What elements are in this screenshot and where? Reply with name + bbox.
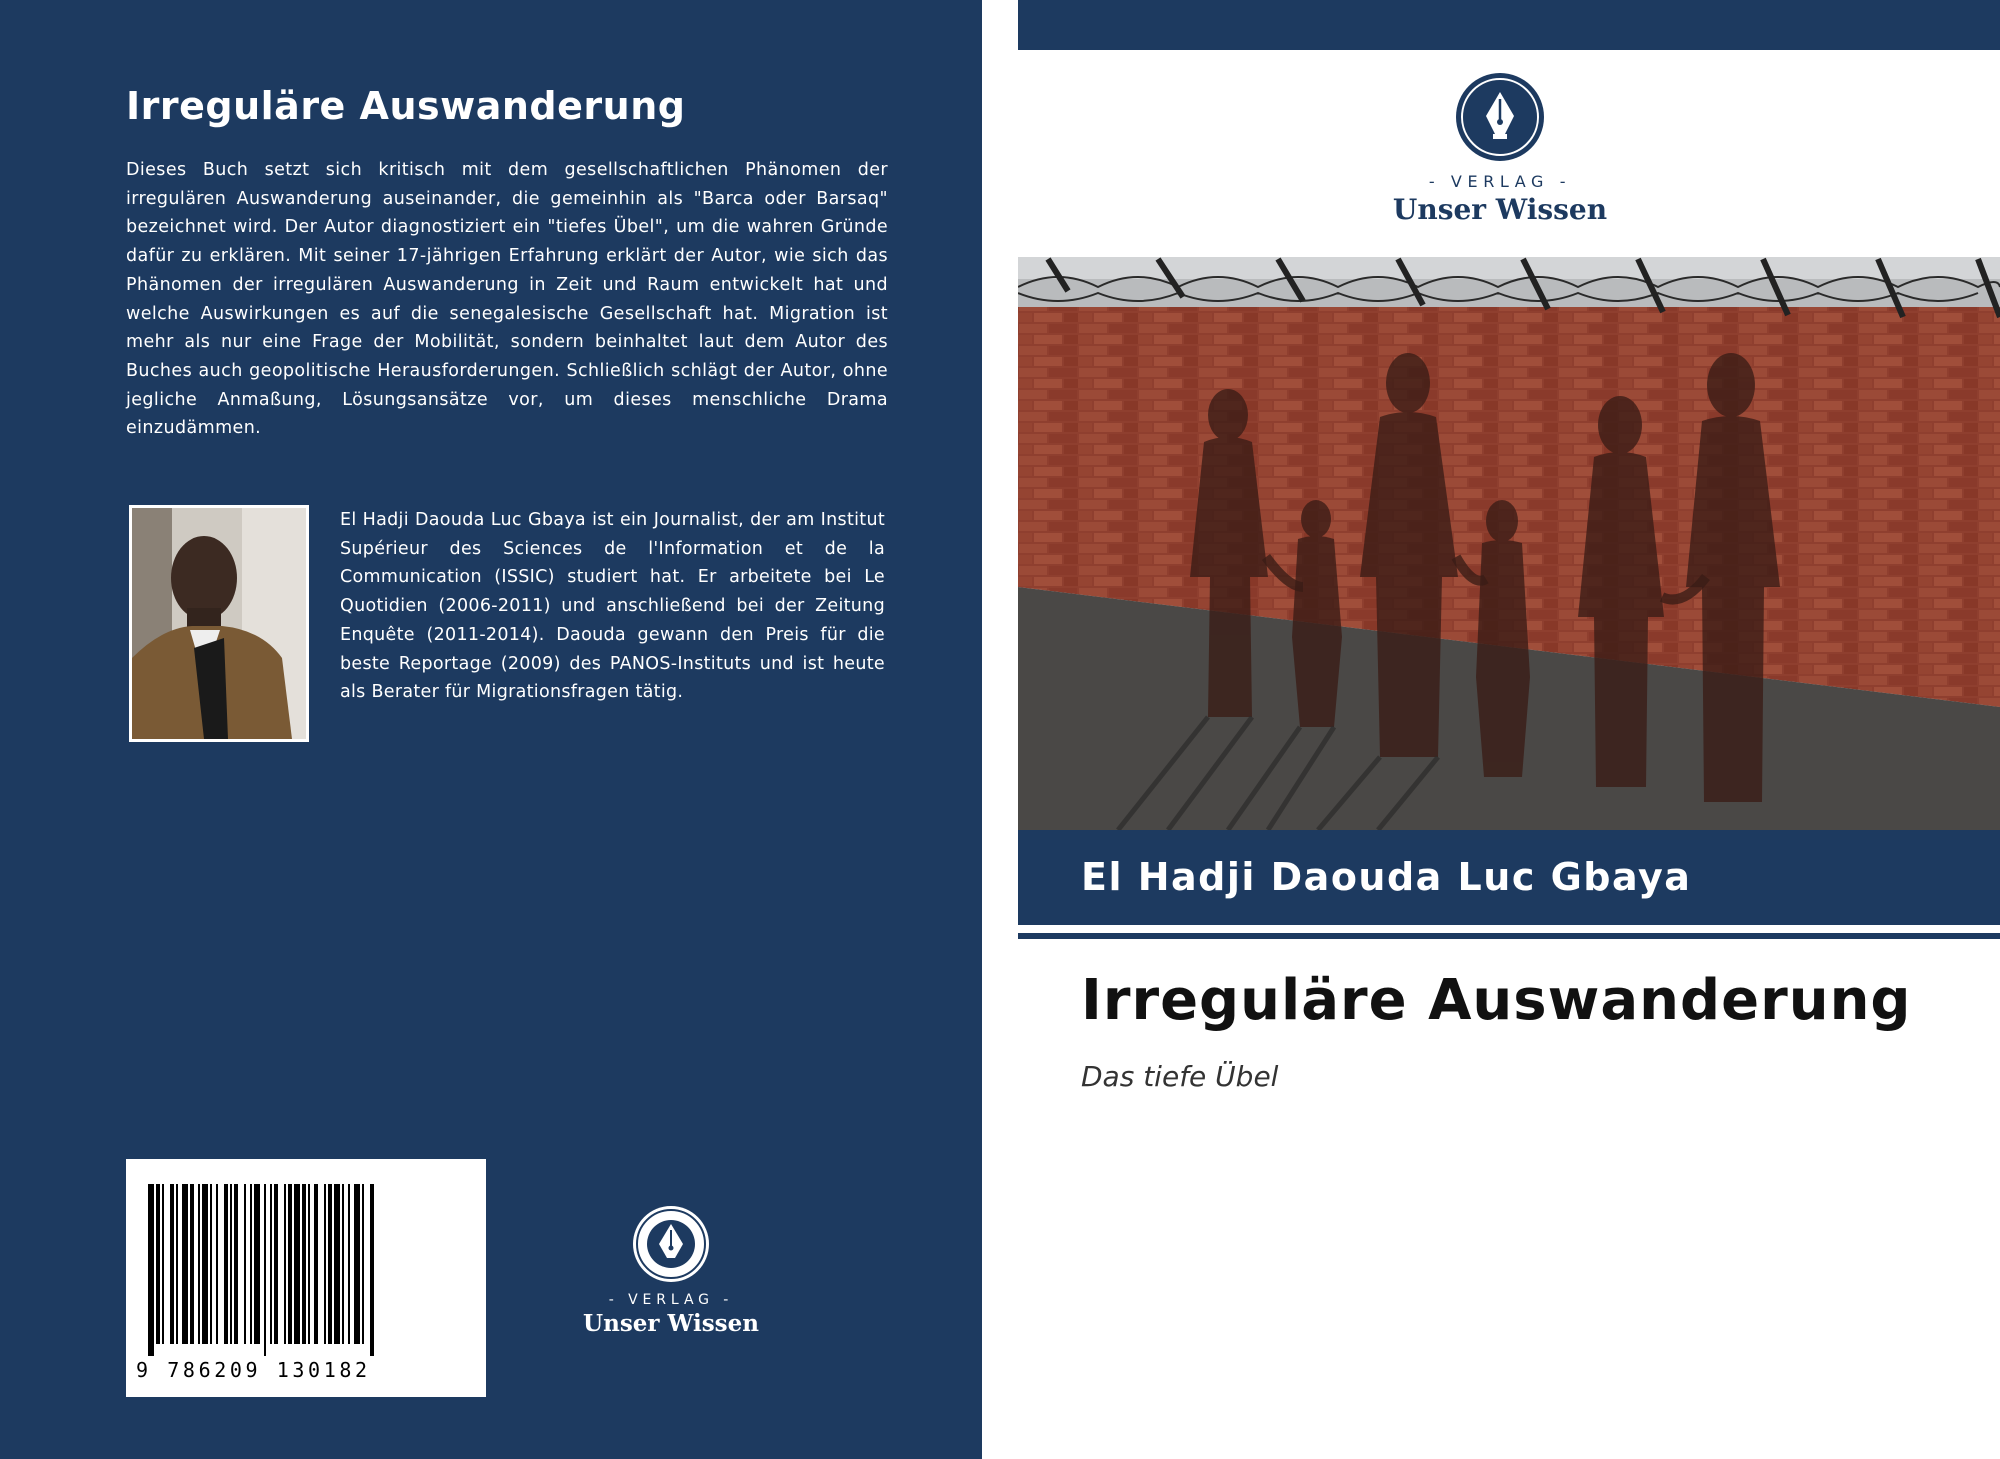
barcode-bar bbox=[308, 1184, 310, 1344]
front-publisher-logo bbox=[1370, 72, 1630, 226]
barcode-bar bbox=[202, 1184, 208, 1344]
barcode-bar bbox=[270, 1184, 272, 1344]
cover-illustration bbox=[1018, 257, 2000, 830]
barcode-bar bbox=[294, 1184, 300, 1344]
pen-nib-emblem-icon bbox=[631, 1204, 711, 1284]
barcode-bar bbox=[354, 1184, 360, 1344]
barcode-bar bbox=[254, 1184, 260, 1344]
barcode-bar bbox=[210, 1184, 212, 1344]
barcode-bar bbox=[324, 1184, 326, 1344]
spine bbox=[982, 0, 1018, 1459]
barcode-bar bbox=[362, 1184, 364, 1344]
back-publisher-logo bbox=[566, 1204, 776, 1337]
brick-wall-shadows-image bbox=[1018, 257, 2000, 830]
barcode-bars bbox=[148, 1184, 464, 1356]
barcode-bar bbox=[198, 1184, 200, 1344]
barcode-bar bbox=[162, 1184, 164, 1344]
back-cover-blurb: Dieses Buch setzt sich kritisch mit dem gesellschaftlichen Phänomen der irregulären Auswanderung auseinander, die gemeinhin als "Barca oder Barsaq" bezeichnet wird. Der Autor diagnostiziert ein "tiefes Übel", um die wahren Gründe dafür zu erklären. Mit seiner 17-jährigen Erfahrung erklärt der Autor, wie sich das Phänomen der irregulären Auswanderung in Zeit und Raum entwickelt hat und welche Auswirkungen es auf die senegalesische Gesellschaft hat. Migration ist mehr als nur eine Frage der Mobilität, sondern beinhaltet laut dem Autor des Buches auch geopolitische Herausforderungen. Schließlich schlägt der Autor, ohne jegliche Anmaßung, Lösungsansätze vor, um dieses menschliche Drama einzudämmen. bbox=[126, 160, 888, 439]
front-cover-title: Irreguläre Auswanderung bbox=[1081, 968, 1912, 1033]
isbn-digits: 9 786209 130182 bbox=[136, 1358, 371, 1382]
barcode-bar bbox=[190, 1184, 194, 1344]
barcode-bar bbox=[314, 1184, 318, 1344]
barcode-bar bbox=[274, 1184, 278, 1344]
barcode-bar bbox=[284, 1184, 286, 1344]
isbn-barcode bbox=[126, 1159, 486, 1397]
barcode-bar bbox=[328, 1184, 332, 1344]
barcode-bar bbox=[348, 1184, 350, 1344]
barcode-bar bbox=[342, 1184, 344, 1344]
back-cover-title: Irreguläre Auswanderung bbox=[126, 84, 686, 128]
author-photo bbox=[129, 505, 309, 742]
barcode-bar bbox=[216, 1184, 218, 1344]
author-portrait-image bbox=[132, 508, 306, 739]
barcode-bar bbox=[230, 1184, 232, 1344]
barcode-bar bbox=[148, 1184, 154, 1356]
front-cover-subtitle: Das tiefe Übel bbox=[1081, 1060, 1279, 1093]
barcode-bar bbox=[182, 1184, 188, 1344]
barcode-bar bbox=[224, 1184, 228, 1344]
barcode-bar bbox=[288, 1184, 292, 1344]
barcode-bar bbox=[302, 1184, 306, 1344]
front-cover-rule bbox=[1018, 933, 2000, 939]
front-cover-top-bar bbox=[1018, 0, 2000, 50]
back-publisher-verlag: - VERLAG - bbox=[608, 1292, 734, 1308]
back-cover bbox=[0, 0, 982, 1459]
barcode-bar bbox=[334, 1184, 340, 1344]
barcode-bar bbox=[234, 1184, 238, 1344]
barcode-bar bbox=[176, 1184, 178, 1344]
barcode-bar bbox=[156, 1184, 160, 1344]
barcode-bar bbox=[170, 1184, 174, 1344]
author-band bbox=[1018, 830, 2000, 925]
author-bio: El Hadji Daouda Luc Gbaya ist ein Journalist, der am Institut Supérieur des Sciences de l'Information et de la Communication (ISSIC) studiert hat. Er arbeitete bei Le Quotidien (2006-2011) und anschließend bei der Zeitung Enquête (2011-2014). Daouda gewann den Preis für die beste Reportage (2009) des PANOS-Instituts und ist heute als Berater für Migrationsfragen tätig. bbox=[340, 510, 885, 703]
barcode-bar bbox=[244, 1184, 246, 1344]
barcode-bar bbox=[370, 1184, 374, 1356]
front-publisher-verlag: - VERLAG - bbox=[1428, 172, 1572, 191]
barcode-bar bbox=[264, 1184, 266, 1356]
front-cover-author: El Hadji Daouda Luc Gbaya bbox=[1081, 855, 1692, 899]
pen-nib-emblem-icon bbox=[1455, 72, 1545, 162]
front-publisher-name: Unser Wissen bbox=[1392, 193, 1608, 226]
barcode-bar bbox=[250, 1184, 252, 1344]
back-publisher-name: Unser Wissen bbox=[583, 1310, 759, 1337]
